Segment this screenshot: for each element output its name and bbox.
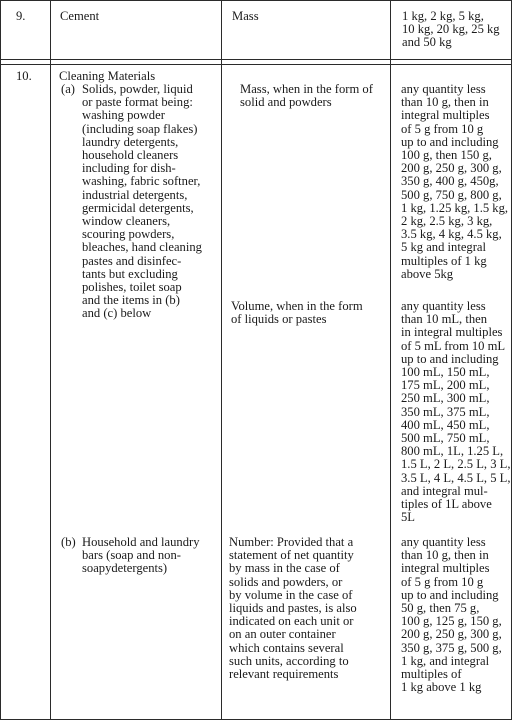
column-divider-2 [221, 0, 222, 720]
subitem-description: Solids, powder, liquid or paste format being: washing powder (including soap flakes) laundry detergents, household cleaners including for dish- washing, fabric softner, industrial detergents, germicidal detergents, window cleaners, scouring powders, bleaches, hand cleaning pastes and disinfec- tants but excluding polishes, toilet soap and the items in (b) and (c) below [82, 82, 202, 321]
table-bottom-border [0, 719, 512, 720]
subitem-label: (a) [61, 82, 75, 96]
permitted-quantities: any quantity less than 10 g, then in integral multiples of 5 g from 10 g up to and including 50 g, then 75 g, 100 g, 125 g, 150 g, 200 g, 250 g, 300 g, 350 g, 375 g, 500 g, 1 kg, and integral multiples of 1 kg above 1 kg [401, 535, 502, 695]
subitem-description: Household and laundry bars (soap and non- soapydetergents) [82, 535, 200, 576]
permitted-quantities: any quantity less than 10 g, then in integral multiples of 5 g from 10 g up to and including 100 g, then 150 g, 200 g, 250 g, 300 g, 350 g, 400 g, 450g, 500 g, 750 g, 800 g, 1 kg, 1.25 kg, 1.5 kg, 2 kg, 2.5 kg, 3 kg, 3.5 kg, 4 kg, 4.5 kg, 5 kg and integral multiples of 1 kg above 5kg [401, 82, 509, 281]
unit-of-measure: Mass [232, 9, 259, 23]
subitem-a [61, 82, 221, 321]
row-divider-1 [0, 59, 512, 60]
row-number: 9. [16, 9, 26, 23]
item-name: Cement [60, 9, 100, 23]
permitted-quantities: 1 kg, 2 kg, 5 kg, 10 kg, 20 kg, 25 kg and 50 kg [402, 9, 500, 50]
subitem-b [61, 536, 221, 576]
unit-of-measure: Volume, when in the form of liquids or pastes [231, 299, 363, 327]
subitem-label: (b) [61, 535, 76, 549]
unit-of-measure: Number: Provided that a statement of net quantity by mass in the case of solids and powders, or by volume in the case of liquids and pastes, is also indicated on each unit or on an outer container which contains several such units, according to relevant requirements [229, 535, 357, 682]
row-divider-2 [0, 64, 512, 65]
table-left-border [0, 0, 1, 720]
item-name: Cleaning Materials [59, 69, 156, 83]
permitted-quantities: any quantity less than 10 mL, then in integral multiples of 5 mL from 10 mL up to and including 100 mL, 150 mL, 175 mL, 200 mL, 250 mL, 300 mL, 350 mL, 375 mL, 400 mL, 450 mL, 500 mL, 750 mL, 800 mL, 1L, 1.25 L, 1.5 L, 2 L, 2.5 L, 3 L, 3.5 L, 4 L, 4.5 L, 5 L, and integral mul- tiples of 1L above 5L [401, 299, 511, 525]
column-divider-3 [390, 0, 391, 720]
row-number: 10. [16, 69, 32, 83]
unit-of-measure: Mass, when in the form of solid and powders [240, 82, 373, 110]
column-divider-1 [50, 0, 51, 720]
table-top-border [0, 0, 512, 1]
